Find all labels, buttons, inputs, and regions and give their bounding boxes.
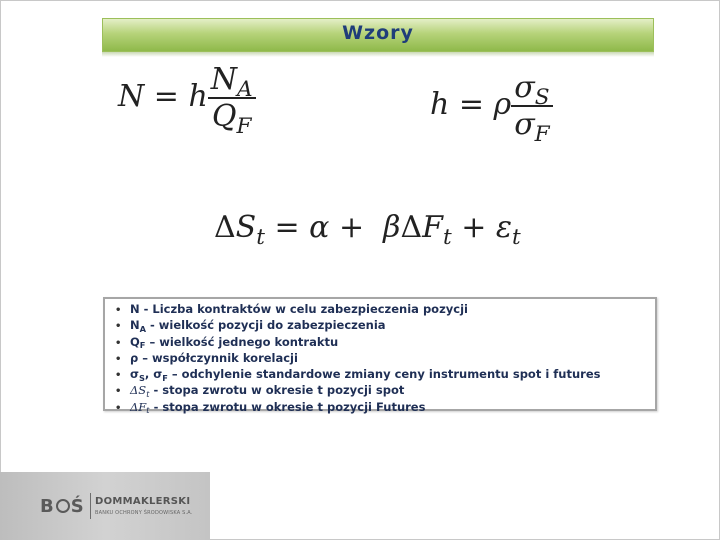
legend-item [115,318,600,334]
logo-panel [0,472,210,540]
formula-n-equals: = [144,79,189,114]
legend-text: – odchylenie standardowe zmiany ceny instrumentu spot i futures [167,367,601,382]
formula-h-coef: ρ [493,87,512,122]
formula-ds-f-sub: t [443,224,452,250]
legend-list [115,302,600,416]
formula-n-numerator: $N_A$ [210,62,253,102]
legend-symbol-2: , σ [144,367,163,382]
legend-text: ρ – współczynnik korelacji [130,350,298,365]
formula-h-denominator: $\sigma_F$ [511,105,552,142]
logo-divider [90,493,91,519]
bullet-icon: • [115,386,122,398]
legend-symbol-2-sub: F [162,372,168,383]
legend-symbol-sub: A [139,323,147,334]
formula-h-equals: = [449,87,494,122]
legend-symbol-sub: t [146,388,150,399]
formula-n-denominator: $Q_F$ [208,97,256,134]
formula-ds-f: F [422,210,443,245]
legend-symbol: ΔF [130,399,147,414]
formula-contract-count [118,62,256,139]
legend-symbol-sub: t [146,405,150,416]
formula-ds-beta: β [383,210,401,245]
legend-text: - stopa zwrotu w okresie t pozycji spot [149,383,405,398]
legend-symbol: Q [130,334,140,349]
title-bar [102,18,654,52]
legend-symbol: σ [130,367,139,382]
legend-text: – wielkość jednego kontraktu [145,334,339,349]
legend-box [103,297,657,416]
legend-symbol-sub: F [139,340,146,351]
formula-n-fraction [208,62,256,139]
legend-item [115,302,600,318]
bullet-icon: • [115,353,122,365]
formula-ds-plus-2: + [451,210,496,245]
bos-logo: B Ś [40,496,85,517]
formula-n-lhs: N [118,79,145,114]
legend-symbol: N [130,318,140,333]
legend-text: - wielkość pozycji do zabezpieczenia [146,318,386,333]
formula-regression [214,210,521,250]
formula-n-coef: h [188,79,208,114]
bullet-icon: • [115,402,122,414]
formula-ds-epsilon: ε [495,210,513,245]
formula-ds-delta-2: Δ [400,210,423,245]
formula-ds-equals: = [264,210,310,245]
legend-symbol: ΔS [130,383,147,398]
logo-name: DOMMAKLERSKI [95,496,191,507]
formula-h-fraction [511,70,552,147]
formula-ds-epsilon-sub: t [512,224,521,250]
bullet-icon: • [115,321,122,333]
legend-text: N - Liczba kontraktów w celu zabezpieczenia pozycji [130,302,468,316]
title-bar-shadow [102,52,654,57]
legend-text: - stopa zwrotu w okresie t pozycji Futures [149,399,426,414]
formula-ds-s-sub: t [256,224,265,250]
formula-ds-plus-1: + [329,210,384,245]
slide-title: Wzory [342,22,414,44]
legend-item [115,383,600,399]
formula-ds-alpha: α [309,210,330,245]
leaf-icon [56,499,70,513]
formula-h-numerator: $\sigma_S$ [514,70,550,110]
legend-item [115,351,600,367]
legend-symbol-sub: S [138,372,145,383]
logo-tagline: BANKU OCHRONY ŚRODOWISKA S.A. [95,510,193,516]
formula-h-lhs: h [430,87,450,122]
legend-item [115,335,600,351]
bullet-icon: • [115,337,122,349]
bullet-icon: • [115,370,122,382]
formula-ds-delta: Δ [214,210,236,245]
legend-item [115,400,600,416]
formula-ds-s: S [235,210,257,245]
formula-hedge-ratio [430,70,553,147]
bullet-icon: • [115,305,122,316]
legend-item [115,367,600,383]
